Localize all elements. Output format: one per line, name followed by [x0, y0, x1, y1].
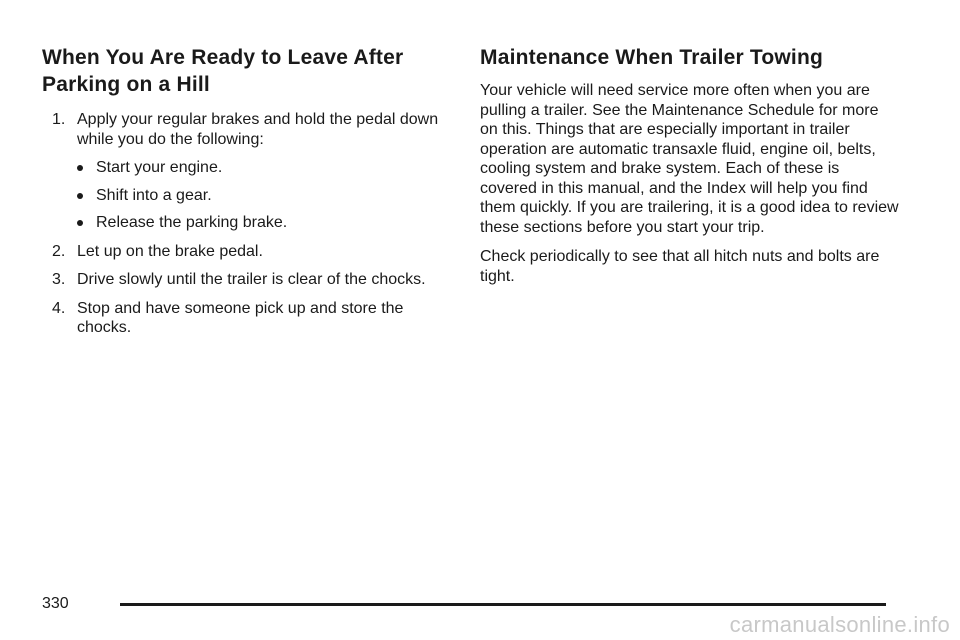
steps-list	[42, 110, 442, 338]
bullet-list	[77, 158, 442, 233]
step-number: 3.	[52, 271, 66, 288]
step-number: 4.	[52, 299, 66, 317]
step-item-2	[42, 242, 442, 262]
bullet-text: Shift into a gear.	[96, 186, 212, 204]
bullet-item-3	[77, 213, 442, 233]
bullet-icon	[77, 165, 83, 171]
bullet-text: Release the parking brake.	[96, 214, 288, 231]
paragraph-1: Your vehicle will need service more often when you are pulling a trailer. See the Maintenance Schedule for more on this. Things that are especially important in trailer operation are automatic transaxle fluid, engine oil, belts, cooling system and brake system. Each of these is covered in this manual, and the Index will help you find them quickly. If you are trailering, it is a good idea to review these sections before you start your trip.	[480, 82, 899, 236]
right-column	[480, 44, 900, 296]
bullet-item-2	[77, 186, 442, 206]
step-number: 1.	[52, 111, 66, 128]
step-text: Apply your regular brakes and hold the pedal down while you do the following:	[77, 111, 439, 148]
watermark-text: carmanualsonline.info	[729, 612, 950, 637]
bullet-item-1	[77, 158, 442, 178]
step-text: Stop and have someone pick up and store the chocks.	[77, 299, 404, 336]
heading-line-2: Parking on a Hill	[42, 73, 210, 96]
step-item-4	[42, 299, 442, 338]
heading-line-1: When You Are Ready to Leave After	[42, 46, 404, 69]
footer-divider	[120, 603, 886, 606]
left-column	[42, 44, 442, 347]
bullet-text: Start your engine.	[96, 159, 223, 176]
step-text: Let up on the brake pedal.	[77, 242, 263, 260]
bullet-icon	[77, 220, 83, 226]
step-item-1	[42, 110, 442, 233]
step-number: 2.	[52, 242, 66, 260]
section-heading-maintenance: Maintenance When Trailer Towing	[480, 46, 824, 69]
bullet-icon	[77, 193, 83, 199]
step-item-3	[42, 270, 442, 290]
page-number: 330	[42, 595, 69, 612]
section-heading-leave-hill	[42, 44, 442, 98]
paragraph-2: Check periodically to see that all hitch nuts and bolts are tight.	[480, 248, 880, 285]
step-text: Drive slowly until the trailer is clear of the chocks.	[77, 271, 426, 288]
